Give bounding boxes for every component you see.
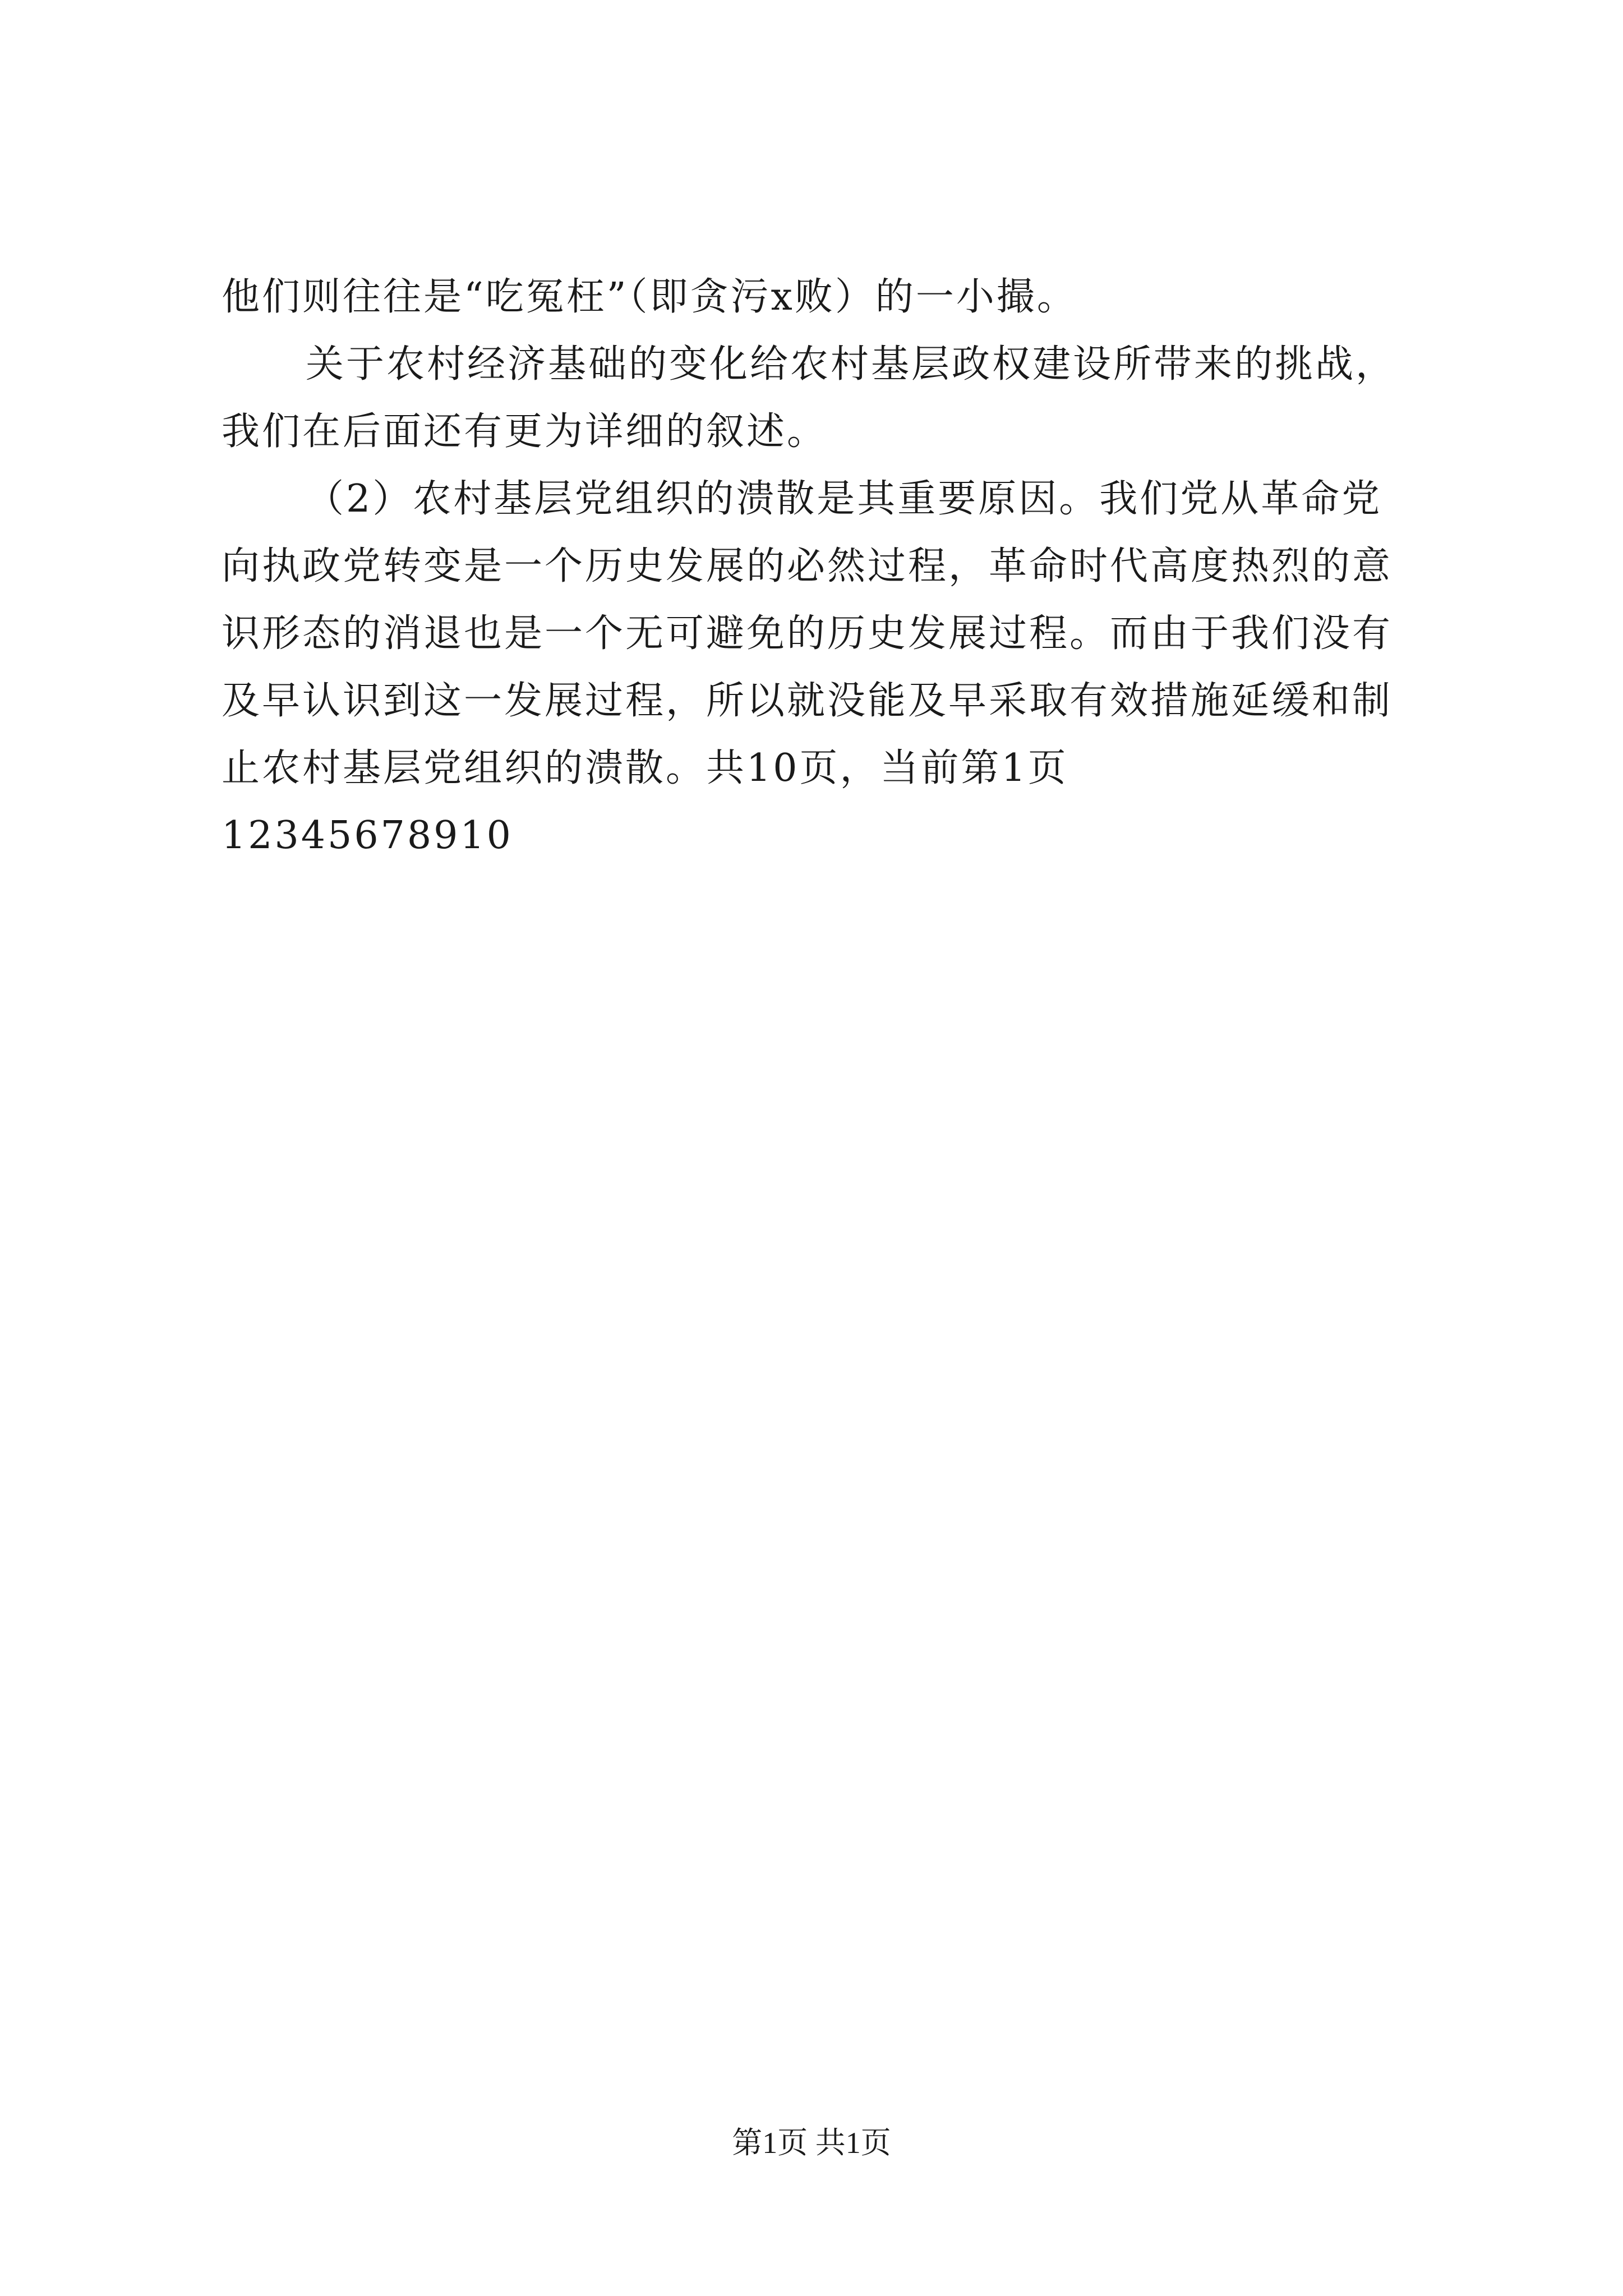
paragraph-opening-line: 他们则往往是“吃冤枉”（即贪污x败）的一小撮。: [222, 275, 1077, 319]
page-footer: 第1页 共1页: [732, 2126, 891, 2160]
paragraph-party-organization: （2）农村基层党组织的溃散是其重要原因。我们党从革命党向执政党转变是一个历史发展的必然过程，革命时代高度热烈的意识形态的消退也是一个无可避免的历史发展过程。而由于我们没有及早认识到这一发展过程，所以就没能及早采取有效措施延缓和制止农村基层党组织的溃散。共10页，当前第1页: [222, 477, 1393, 790]
paragraph-economic-basis: 关于农村经济基础的变化给农村基层政权建设所带来的挑战，我们在后面还有更为详细的叙述。: [222, 342, 1396, 454]
document-body: [222, 264, 1422, 869]
page-number-links: 12345678910: [222, 813, 513, 858]
